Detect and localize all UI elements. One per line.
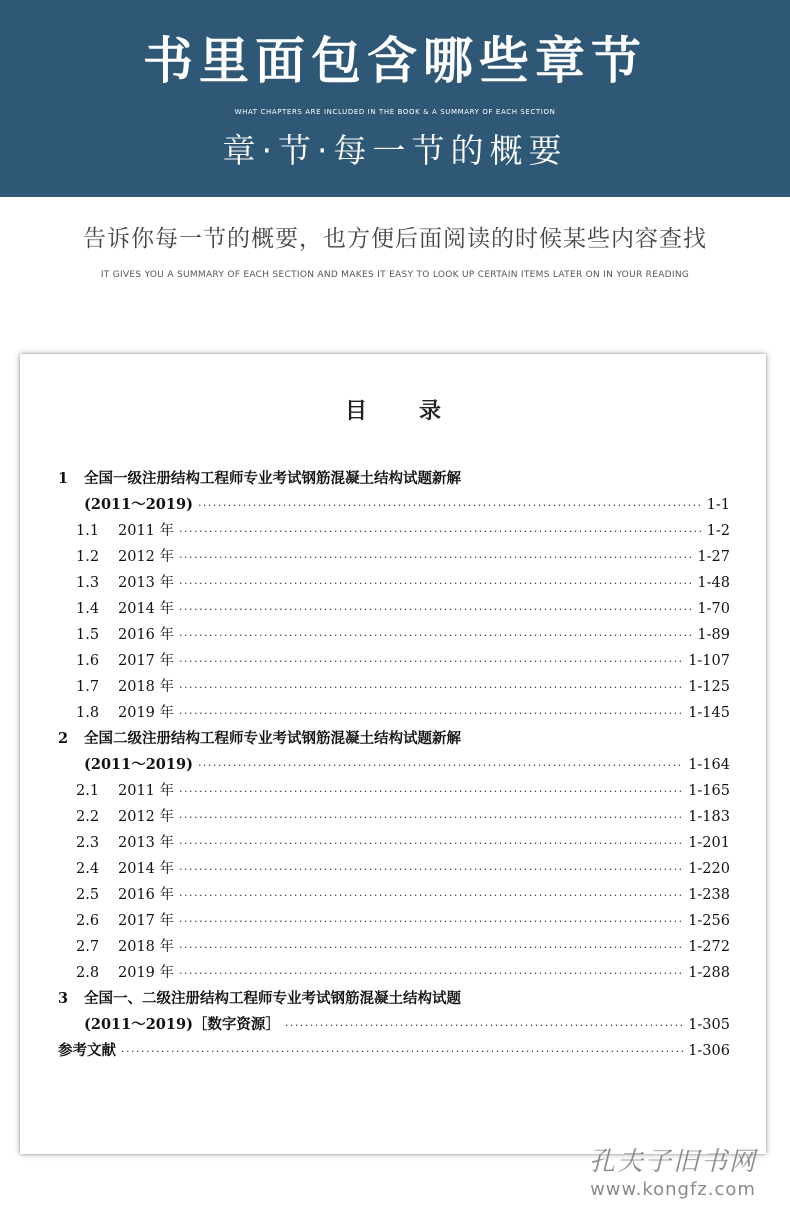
toc-entry-range: (2011～2019)［数字资源］ (84, 1016, 280, 1033)
toc-chapter-heading[interactable] (58, 726, 738, 752)
toc-entry[interactable] (76, 778, 730, 804)
toc-entry[interactable] (76, 830, 730, 856)
toc-page-number: 1-288 (688, 965, 730, 981)
toc-page-number: 1-107 (688, 653, 730, 669)
toc-section-number: 1.3 (76, 575, 100, 591)
toc-page-number: 1-2 (706, 523, 730, 539)
tagline-en: IT GIVES YOU A SUMMARY OF EACH SECTION AND MAKES IT EASY TO LOOK UP CERTAIN ITEMS LATER ON IN YOUR READING (100, 270, 690, 280)
toc-entry[interactable] (76, 648, 730, 674)
toc-entry[interactable] (76, 856, 730, 882)
tagline: 告诉你每一节的概要，也方便后面阅读的时候某些内容查找 (83, 226, 707, 252)
toc-section-label: 2019 年 (118, 965, 175, 981)
toc-page-number: 1-256 (688, 913, 730, 929)
toc-section-label: 2018 年 (118, 679, 175, 695)
toc-section-label: 2017 年 (118, 653, 175, 669)
toc-section-label: 2017 年 (118, 913, 175, 929)
header-banner (0, 0, 790, 197)
toc-section-number: 1.8 (76, 705, 100, 721)
toc-section-number: 2.8 (76, 965, 100, 981)
toc-leader-dots (198, 493, 702, 519)
watermark-url: www.kongfz.com (590, 1179, 756, 1200)
toc-section-label: 2012 年 (118, 549, 175, 565)
watermark-logo-text: 孔夫子旧书网 (588, 1147, 757, 1177)
toc-section-number: 2.2 (76, 809, 100, 825)
toc-page-number: 1-306 (688, 1043, 730, 1059)
toc-section-number: 2.6 (76, 913, 100, 929)
toc-chapter-title: 全国二级注册结构工程师专业考试钢筋混凝土结构试题新解 (84, 730, 461, 747)
toc-section-number: 1.7 (76, 679, 100, 695)
toc-leader-dots (179, 831, 683, 857)
toc-chapter-number: 1 (58, 470, 69, 487)
toc-entry-range: (2011～2019) (84, 496, 193, 513)
toc-section-number: 1.2 (76, 549, 100, 565)
toc-entry[interactable] (76, 960, 730, 986)
toc-entry[interactable] (76, 570, 730, 596)
toc-section-number: 2.7 (76, 939, 100, 955)
toc-section-number: 2.3 (76, 835, 100, 851)
toc-chapter-title: 全国一、二级注册结构工程师专业考试钢筋混凝土结构试题 (84, 990, 461, 1007)
toc-page-number: 1-220 (688, 861, 730, 877)
toc-leader-dots (179, 649, 683, 675)
toc-chapter-heading[interactable] (58, 986, 738, 1012)
toc-entry[interactable] (76, 882, 730, 908)
toc-leader-dots (179, 805, 683, 831)
toc-entry[interactable] (84, 492, 730, 518)
toc-title-char: 目 (344, 398, 367, 424)
toc-entry[interactable] (76, 934, 730, 960)
toc-entry[interactable] (76, 544, 730, 570)
toc-page-number: 1-89 (697, 627, 730, 643)
toc-section-label: 2011 年 (118, 523, 175, 539)
site-watermark (578, 1145, 768, 1205)
toc-entry[interactable] (76, 804, 730, 830)
toc-section-number: 2.1 (76, 783, 100, 799)
toc-chapter-number: 2 (58, 730, 69, 747)
toc-page-number: 1-48 (697, 575, 730, 591)
toc-entry[interactable] (76, 596, 730, 622)
toc-leader-dots (179, 909, 683, 935)
toc-leader-dots (285, 1013, 683, 1039)
toc-references-label: 参考文献 (58, 1042, 116, 1059)
toc-section-label: 2014 年 (118, 601, 175, 617)
banner-subtitle-en: WHAT CHAPTERS ARE INCLUDED IN THE BOOK & A SUMMARY OF EACH SECTION (234, 108, 556, 116)
toc-entry-range: (2011～2019) (84, 756, 193, 773)
toc-leader-dots (179, 701, 683, 727)
toc-page-number: 1-201 (688, 835, 730, 851)
toc-entry[interactable] (76, 908, 730, 934)
toc-page-number: 1-27 (697, 549, 730, 565)
toc-chapter-title: 全国一级注册结构工程师专业考试钢筋混凝土结构试题新解 (84, 470, 461, 487)
toc-section-number: 1.6 (76, 653, 100, 669)
toc-entry[interactable] (76, 622, 730, 648)
toc-entry[interactable] (84, 1012, 730, 1038)
toc-leader-dots (179, 883, 683, 909)
toc-section-label: 2016 年 (118, 887, 175, 903)
toc-page-number: 1-1 (706, 497, 730, 513)
toc-leader-dots (179, 519, 702, 545)
toc-section-label: 2013 年 (118, 575, 175, 591)
toc-leader-dots (179, 961, 683, 987)
toc-leader-dots (179, 545, 692, 571)
toc-section-label: 2012 年 (118, 809, 175, 825)
banner-title: 书里面包含哪些章节 (143, 31, 647, 90)
toc-leader-dots (179, 597, 692, 623)
toc-chapter-number: 3 (58, 990, 69, 1007)
banner-secondary-title: 章·节·每一节的概要 (222, 131, 568, 170)
toc-page-number: 1-238 (688, 887, 730, 903)
toc-leader-dots (121, 1039, 683, 1065)
toc-entry[interactable] (84, 752, 730, 778)
toc-page-card (20, 354, 766, 1154)
toc-page-number: 1-164 (688, 757, 730, 773)
toc-page-number: 1-70 (697, 601, 730, 617)
toc-page-number: 1-145 (688, 705, 730, 721)
toc-section-label: 2014 年 (118, 861, 175, 877)
toc-leader-dots (179, 623, 692, 649)
toc-entry[interactable] (76, 518, 730, 544)
toc-page-number: 1-272 (688, 939, 730, 955)
toc-leader-dots (179, 935, 683, 961)
toc-leader-dots (179, 779, 683, 805)
toc-chapter-heading[interactable] (58, 466, 738, 492)
toc-leader-dots (179, 571, 692, 597)
toc-entry[interactable] (76, 674, 730, 700)
toc-section-label: 2011 年 (118, 783, 175, 799)
toc-section-number: 2.4 (76, 861, 100, 877)
toc-section-number: 2.5 (76, 887, 100, 903)
toc-section-label: 2013 年 (118, 835, 175, 851)
toc-leader-dots (179, 675, 683, 701)
toc-section-number: 1.4 (76, 601, 100, 617)
toc-leader-dots (179, 857, 683, 883)
toc-section-label: 2019 年 (118, 705, 175, 721)
toc-page-number: 1-183 (688, 809, 730, 825)
toc-title-char: 录 (419, 398, 442, 424)
toc-section-label: 2016 年 (118, 627, 175, 643)
toc-section-label: 2018 年 (118, 939, 175, 955)
toc-page-number: 1-165 (688, 783, 730, 799)
toc-entry-references[interactable] (58, 1038, 730, 1064)
toc-leader-dots (198, 753, 683, 779)
toc-page-number: 1-125 (688, 679, 730, 695)
toc-title (20, 396, 766, 426)
toc-page-number: 1-305 (688, 1017, 730, 1033)
toc-section-number: 1.5 (76, 627, 100, 643)
toc-entry[interactable] (76, 700, 730, 726)
toc-section-number: 1.1 (76, 523, 100, 539)
